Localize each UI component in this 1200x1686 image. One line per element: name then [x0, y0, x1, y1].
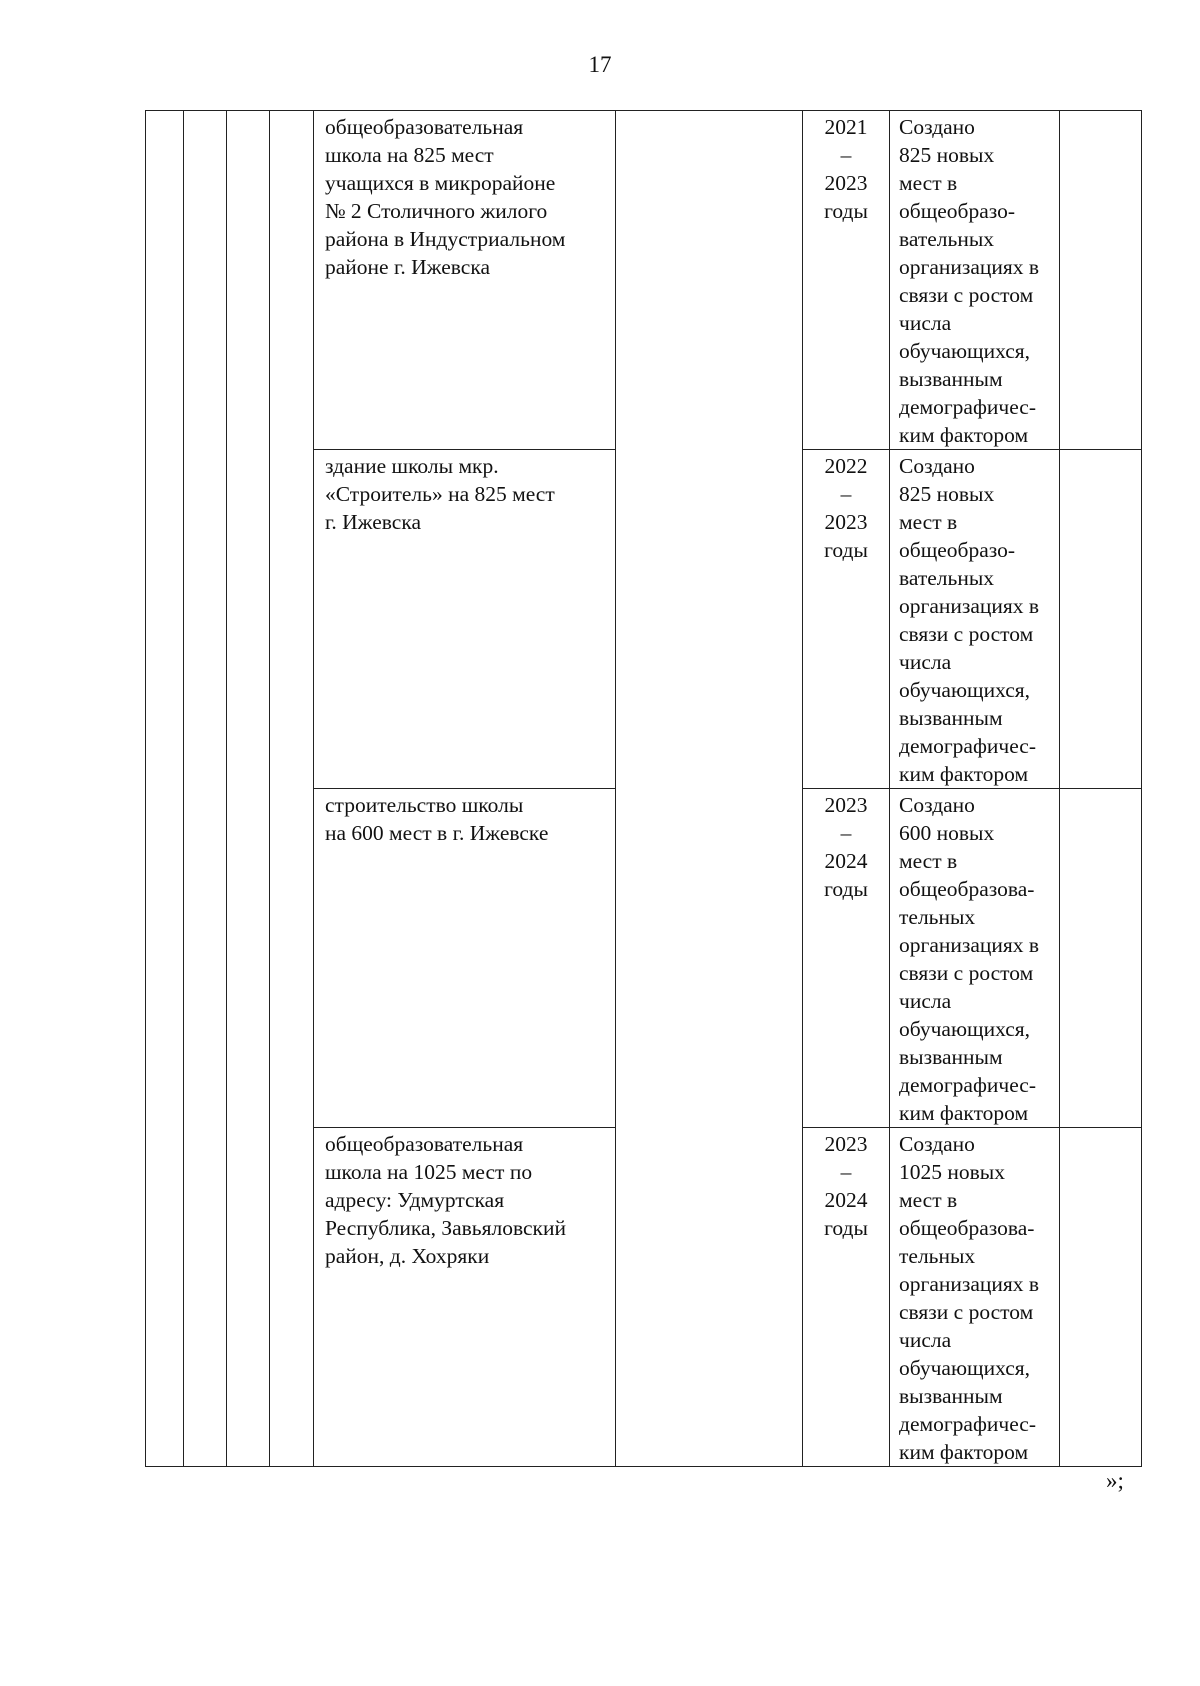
period-line: годы: [824, 538, 868, 562]
period-cell: [803, 450, 890, 789]
result-line: организациях в: [899, 255, 1040, 279]
result-line: связи с ростом: [899, 1300, 1034, 1324]
result-line: мест в: [899, 510, 958, 534]
page-number: 17: [588, 52, 612, 77]
result-line: ким фактором: [899, 1101, 1029, 1125]
period-line: годы: [824, 1216, 868, 1240]
empty-last-cell: [1060, 789, 1142, 1128]
result-line: числа: [899, 311, 952, 335]
result-line: числа: [899, 1328, 952, 1352]
result-line: вызванным: [899, 706, 1003, 730]
result-line: Создано: [899, 1132, 975, 1156]
name-line: строительство школы: [325, 793, 524, 817]
result-line: тельных: [899, 1244, 976, 1268]
name-line: на 600 мест в г. Ижевске: [325, 821, 549, 845]
name-line: школа на 1025 мест по: [325, 1160, 533, 1184]
result-line: организациях в: [899, 933, 1040, 957]
result-line: демографичес-: [899, 1412, 1036, 1436]
result-line: связи с ростом: [899, 622, 1034, 646]
result-line: общеобразо-: [899, 199, 1016, 223]
result-line: организациях в: [899, 1272, 1040, 1296]
period-cell: [803, 789, 890, 1128]
merged-empty-cell: [616, 111, 803, 1467]
result-cell: [890, 1128, 1060, 1467]
period-line: 2022: [824, 454, 868, 478]
result-line: тельных: [899, 905, 976, 929]
result-line: 1025 новых: [899, 1160, 1005, 1184]
result-line: обучающихся,: [899, 339, 1031, 363]
period-line: 2023: [824, 171, 868, 195]
name-line: район, д. Хохряки: [325, 1244, 490, 1268]
result-line: 825 новых: [899, 482, 995, 506]
result-line: вызванным: [899, 1045, 1003, 1069]
result-line: общеобразо-: [899, 538, 1016, 562]
name-line: № 2 Столичного жилого: [325, 199, 548, 223]
empty-column-cell-2: [184, 111, 227, 1467]
name-line: адресу: Удмуртская: [325, 1188, 505, 1212]
name-line: общеобразовательная: [325, 115, 524, 139]
result-line: организациях в: [899, 594, 1040, 618]
project-name-cell: [314, 450, 616, 789]
result-line: обучающихся,: [899, 678, 1031, 702]
period-line: 2023: [824, 510, 868, 534]
empty-column-cell-3: [227, 111, 270, 1467]
result-line: мест в: [899, 1188, 958, 1212]
result-line: демографичес-: [899, 1073, 1036, 1097]
period-line: 2021: [824, 115, 868, 139]
period-line: годы: [824, 199, 868, 223]
result-cell: [890, 789, 1060, 1128]
period-line: –: [840, 1160, 852, 1184]
empty-column-cell-4: [270, 111, 314, 1467]
table-row: [146, 111, 1142, 450]
name-line: учащихся в микрорайоне: [325, 171, 556, 195]
empty-column-cell-1: [146, 111, 184, 1467]
name-line: общеобразовательная: [325, 1132, 524, 1156]
period-line: –: [840, 143, 852, 167]
name-line: Республика, Завьяловский: [325, 1216, 566, 1240]
result-line: обучающихся,: [899, 1356, 1031, 1380]
period-line: –: [840, 821, 852, 845]
result-line: связи с ростом: [899, 283, 1034, 307]
result-cell: [890, 111, 1060, 450]
name-line: районе г. Ижевска: [325, 255, 490, 279]
result-line: связи с ростом: [899, 961, 1034, 985]
period-line: 2024: [824, 849, 868, 873]
program-table: [145, 110, 1142, 1467]
empty-last-cell: [1060, 111, 1142, 450]
project-name-cell: [314, 111, 616, 450]
result-line: Создано: [899, 454, 975, 478]
name-line: школа на 825 мест: [325, 143, 494, 167]
result-line: вательных: [899, 227, 995, 251]
result-line: ким фактором: [899, 423, 1029, 447]
period-line: –: [840, 482, 852, 506]
period-line: годы: [824, 877, 868, 901]
result-line: обучающихся,: [899, 1017, 1031, 1041]
result-line: демографичес-: [899, 734, 1036, 758]
result-line: 825 новых: [899, 143, 995, 167]
name-line: здание школы мкр.: [325, 454, 499, 478]
name-line: г. Ижевска: [325, 510, 422, 534]
result-cell: [890, 450, 1060, 789]
result-line: вызванным: [899, 367, 1003, 391]
result-line: вательных: [899, 566, 995, 590]
result-line: Создано: [899, 793, 975, 817]
empty-last-cell: [1060, 1128, 1142, 1467]
project-name-cell: [314, 789, 616, 1128]
closing-quote-mark: »;: [1106, 1468, 1124, 1493]
period-cell: [803, 111, 890, 450]
result-line: общеобразова-: [899, 1216, 1035, 1240]
result-line: общеобразова-: [899, 877, 1035, 901]
result-line: ким фактором: [899, 762, 1029, 786]
result-line: мест в: [899, 171, 958, 195]
project-name-cell: [314, 1128, 616, 1467]
period-line: 2023: [824, 793, 868, 817]
result-line: числа: [899, 650, 952, 674]
period-line: 2024: [824, 1188, 868, 1212]
result-line: демографичес-: [899, 395, 1036, 419]
period-line: 2023: [824, 1132, 868, 1156]
name-line: района в Индустриальном: [325, 227, 566, 251]
result-line: Создано: [899, 115, 975, 139]
empty-last-cell: [1060, 450, 1142, 789]
result-line: 600 новых: [899, 821, 995, 845]
result-line: мест в: [899, 849, 958, 873]
result-line: числа: [899, 989, 952, 1013]
period-cell: [803, 1128, 890, 1467]
name-line: «Строитель» на 825 мест: [325, 482, 555, 506]
result-line: вызванным: [899, 1384, 1003, 1408]
result-line: ким фактором: [899, 1440, 1029, 1464]
